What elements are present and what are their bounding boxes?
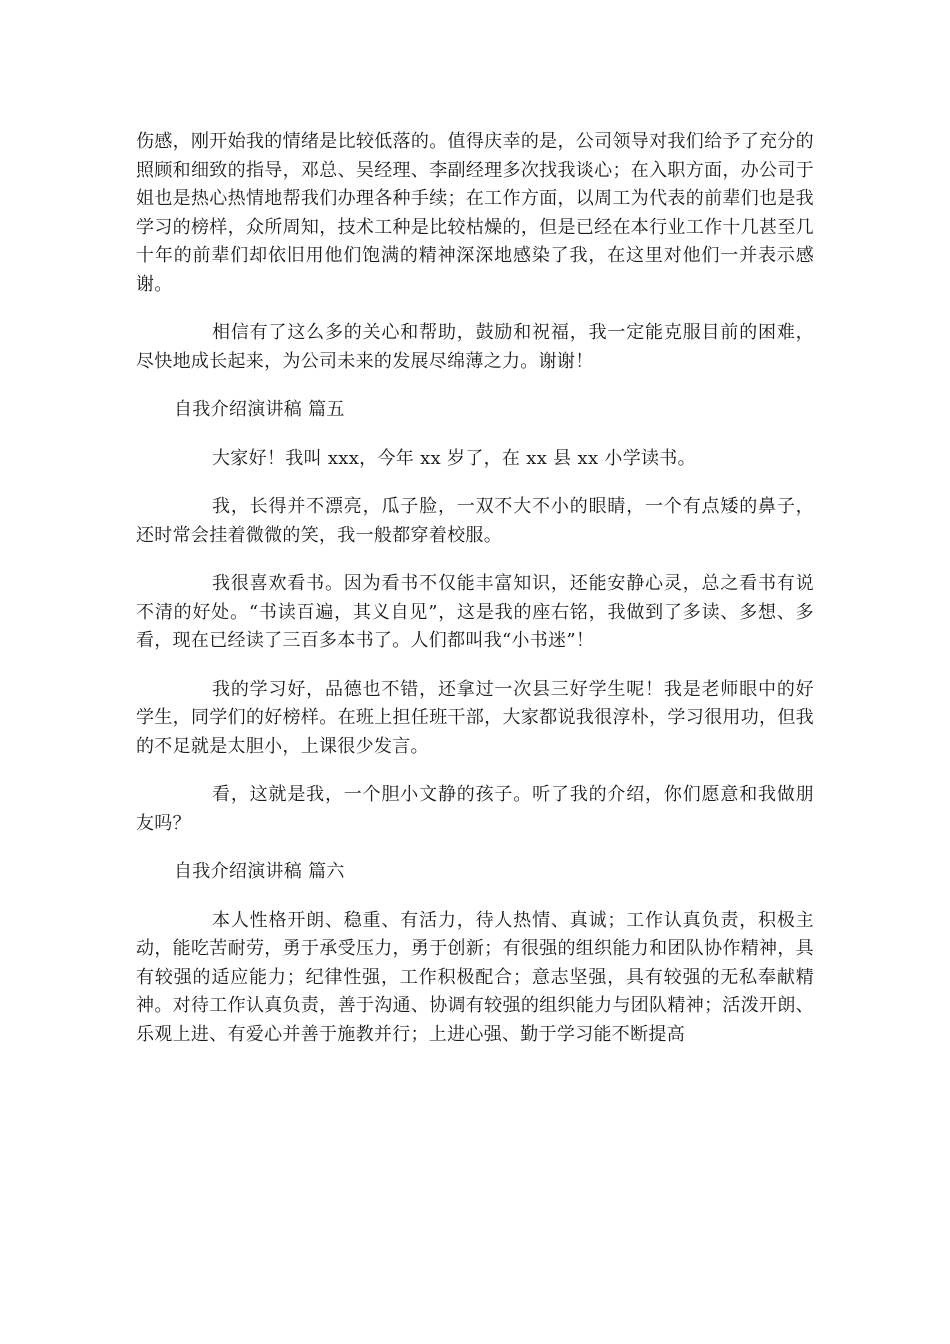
body-paragraph: 我，长得并不漂亮，瓜子脸，一双不大不小的眼睛，一个有点矮的鼻子，还时常会挂着微微的笑，我一般都穿着校服。	[136, 496, 814, 546]
section-heading: 自我介绍演讲稿 篇五	[174, 399, 345, 420]
section-heading: 自我介绍演讲稿 篇六	[174, 861, 345, 882]
body-paragraph: 看，这就是我，一个胆小文静的孩子。听了我的介绍，你们愿意和我做朋友吗？	[136, 784, 814, 834]
body-paragraph: 相信有了这么多的关心和帮助，鼓励和祝福，我一定能克服目前的困难，尽快地成长起来，为公司未来的发展尽绵薄之力。谢谢！	[136, 322, 814, 372]
document-page	[136, 128, 814, 1049]
body-paragraph: 我很喜欢看书。因为看书不仅能丰富知识，还能安静心灵，总之看书有说不清的好处。“书读百遍，其义自见”，这是我的座右铭，我做到了多读、多想、多看，现在已经读了三百多本书了。人们都叫我“小书迷”！	[136, 573, 814, 651]
body-paragraph: 大家好！我叫 xxx，今年 xx 岁了，在 xx 县 xx 小学读书。	[212, 447, 696, 469]
body-paragraph: 我的学习好，品德也不错，还拿过一次县三好学生呢！我是老师眼中的好学生，同学们的好榜样。在班上担任班干部，大家都说我很淳朴，学习很用功，但我的不足就是太胆小，上课很少发言。	[136, 678, 814, 757]
body-paragraph: 伤感，刚开始我的情绪是比较低落的。值得庆幸的是，公司领导对我们给予了充分的照顾和细致的指导，邓总、吴经理、李副经理多次找我谈心；在入职方面，办公司于姐也是热心热情地帮我们办理各种手续；在工作方面，以周工为代表的前辈们也是我学习的榜样，众所周知，技术工种是比较枯燥的，但是已经在本行业工作十几甚至几十年的前辈们却依旧用他们饱满的精神深深地感染了我，在这里对他们一并表示感谢。	[136, 131, 814, 295]
body-paragraph: 本人性格开朗、稳重、有活力，待人热情、真诚；工作认真负责，积极主动，能吃苦耐劳，勇于承受压力，勇于创新；有很强的组织能力和团队协作精神，具有较强的适应能力；纪律性强，工作积极配合；意志坚强，具有较强的无私奉献精神。对待工作认真负责，善于沟通、协调有较强的组织能力与团队精神；活泼开朗、乐观上进、有爱心并善于施教并行；上进心强、勤于学习能不断提高	[136, 909, 814, 1045]
